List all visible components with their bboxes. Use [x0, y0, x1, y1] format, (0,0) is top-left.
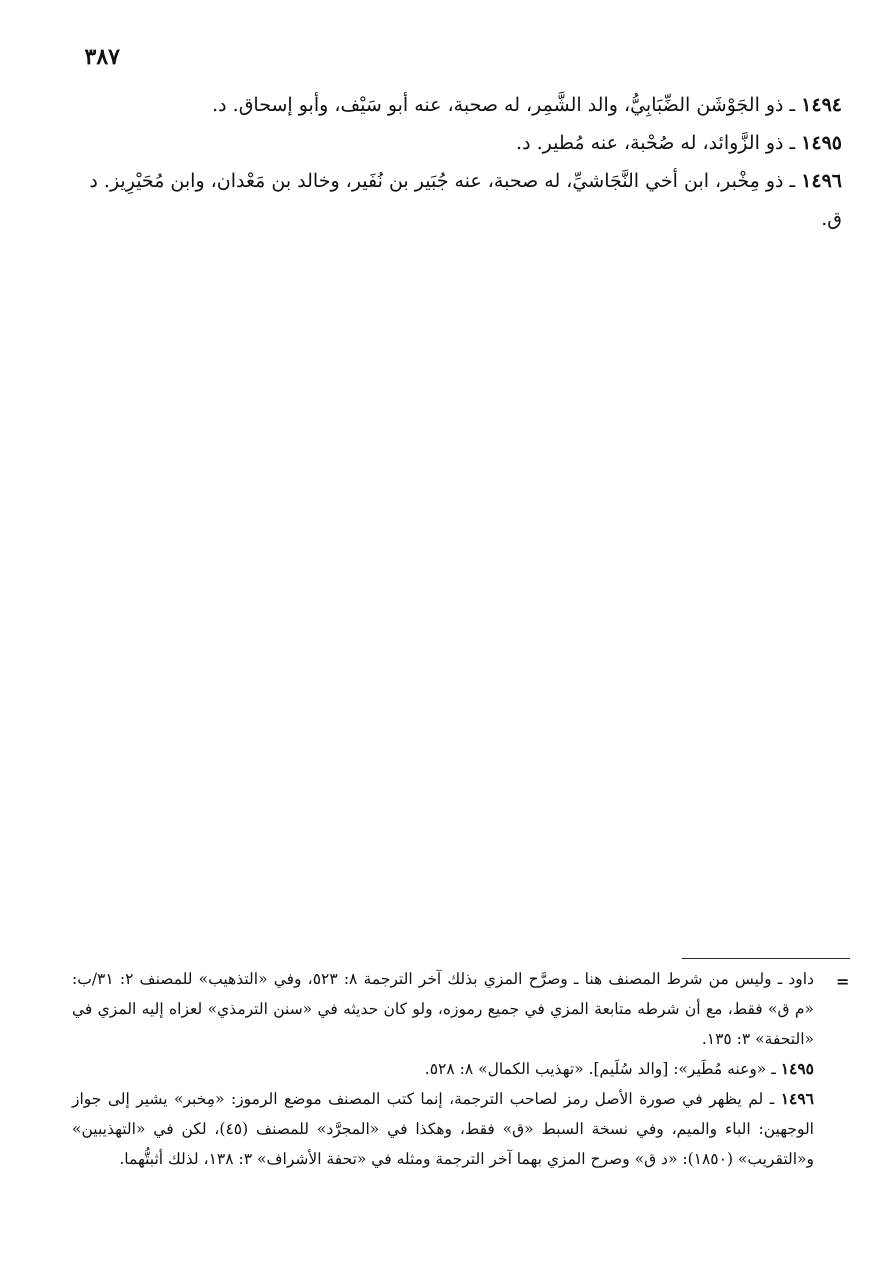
- continuation-mark: =: [836, 972, 850, 991]
- entry-number: ١٤٩٥: [801, 132, 842, 154]
- footnote-text: ـ «وعنه مُطَير»: [والد سُلَيم]. «تهذيب الكمال» ٨: ٥٢٨.: [424, 1060, 781, 1078]
- entry-1495: [72, 124, 842, 162]
- entry-1496: [72, 162, 842, 238]
- footnote-text: ـ لم يظهر في صورة الأصل رمز لصاحب الترجمة، إنما كتب المصنف موضع الرموز: «مِخبر» يشير إلى جواز الوجهين: الباء والميم، وفي نسخة السبط «ق» فقط، وهكذا في «المجرَّد» للمصنف (٤٥)، لكن في «التهذيبين» و«التقريب» (١٨٥٠): «د ق» وصرح المزي بهما آخر الترجمة ومثله في «تحفة الأشراف» ٣: ١٣٨، لذلك أثبتُّهما.: [72, 1090, 814, 1168]
- biography-entries: [72, 86, 842, 238]
- page-number: ٣٨٧: [84, 44, 120, 70]
- footnote-number: ١٤٩٥: [780, 1059, 814, 1078]
- entry-number: ١٤٩٦: [801, 170, 842, 192]
- footnote-divider: [682, 958, 850, 959]
- entry-text: ـ ذو الزَّوائد، له صُحْبة، عنه مُطير. د.: [516, 132, 802, 154]
- entry-text: ـ ذو الجَوْشَن الضِّبَابِيُّ، والد الشَّمِر، له صحبة، عنه أبو سَيْف، وأبو إسحاق. د.: [212, 94, 802, 116]
- footnote-1496: [72, 1084, 814, 1174]
- entry-text: ـ ذو مِخْبر، ابن أخي النَّجَاشيِّ، له صحبة، عنه جُبَير بن نُفَير، وخالد بن مَعْدان، وابن مُحَيْرِيز. د ق.: [89, 170, 842, 230]
- entry-1494: [72, 86, 842, 124]
- footnote-number: ١٤٩٦: [780, 1089, 814, 1108]
- entry-number: ١٤٩٤: [801, 94, 842, 116]
- footnotes: [72, 964, 814, 1174]
- footnote-continued: [72, 964, 814, 1054]
- footnote-1495: [72, 1054, 814, 1084]
- footnote-text: داود ـ وليس من شرط المصنف هنا ـ وصرَّح المزي بذلك آخر الترجمة ٨: ٥٢٣، وفي «التذهيب» للمصنف ٢: ٣١/ب: «م ق» فقط، مع أن شرطه متابعة المزي في جميع رموزه، ولو كان حديثه في «سنن الترمذي» لعزاه إليه المزي في «التحفة» ٣: ١٣٥.: [72, 970, 814, 1048]
